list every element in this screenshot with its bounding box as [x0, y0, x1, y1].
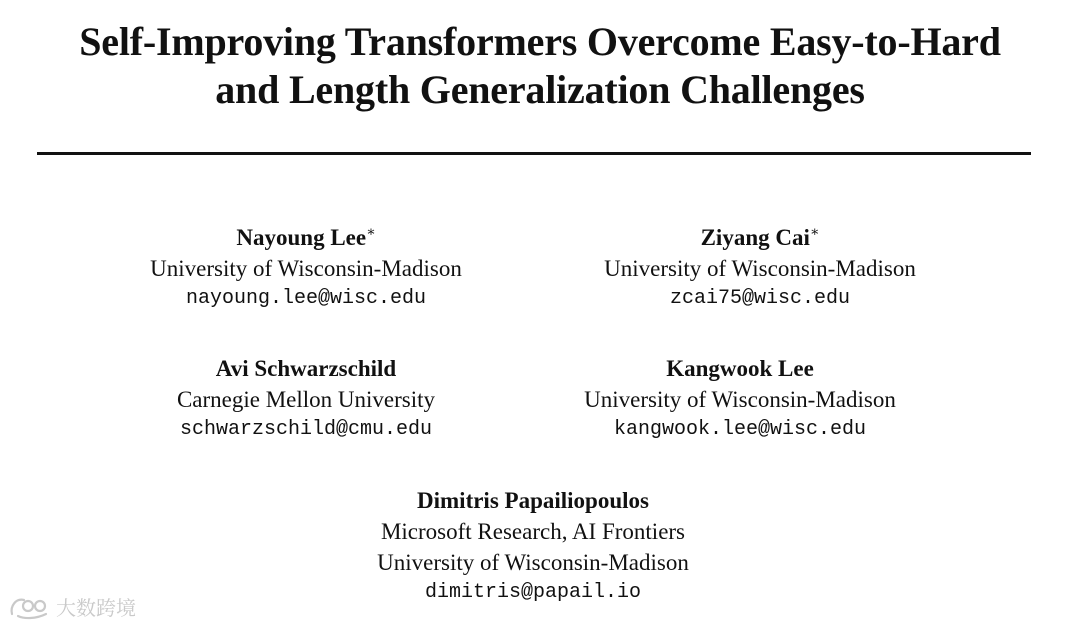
author-affiliation: University of Wisconsin-Madison: [584, 387, 896, 412]
author-name: Ziyang Cai∗: [700, 225, 820, 250]
title-divider: [37, 152, 1031, 155]
author-block: [86, 354, 526, 445]
watermark-text: 大数跨境: [56, 596, 136, 620]
author-affiliation: University of Wisconsin-Madison: [150, 256, 462, 281]
author-name: Kangwook Lee: [666, 356, 814, 381]
author-email: kangwook.lee@wisc.edu: [613, 418, 867, 441]
author-email: nayoung.lee@wisc.edu: [185, 287, 427, 310]
author-block: [540, 223, 980, 314]
author-affiliation: University of Wisconsin-Madison: [604, 256, 916, 281]
author-block: [520, 354, 960, 445]
equal-contribution-mark: ∗: [809, 225, 820, 240]
equal-contribution-mark: ∗: [366, 225, 376, 240]
paper-title: [0, 18, 1080, 114]
author-name: Nayoung Lee∗: [236, 225, 376, 250]
author-name: Dimitris Papailiopoulos: [417, 488, 649, 513]
author-email: zcai75@wisc.edu: [669, 287, 851, 310]
paper-title-line-2: and Length Generalization Challenges: [215, 67, 865, 112]
paper-title-line-1: Self-Improving Transformers Overcome Easy-to-Hard: [79, 19, 1001, 64]
watermark-logo-icon: [8, 594, 52, 620]
author-name: Avi Schwarzschild: [215, 356, 397, 381]
author-email: schwarzschild@cmu.edu: [179, 418, 433, 441]
watermark: [8, 592, 136, 621]
author-block: [313, 486, 753, 608]
author-affiliation: Carnegie Mellon University: [176, 387, 436, 412]
author-block: [86, 223, 526, 314]
author-email: dimitris@papail.io: [424, 581, 642, 604]
author-affiliation: Microsoft Research, AI Frontiers: [380, 519, 686, 544]
author-affiliation: University of Wisconsin-Madison: [377, 550, 689, 575]
